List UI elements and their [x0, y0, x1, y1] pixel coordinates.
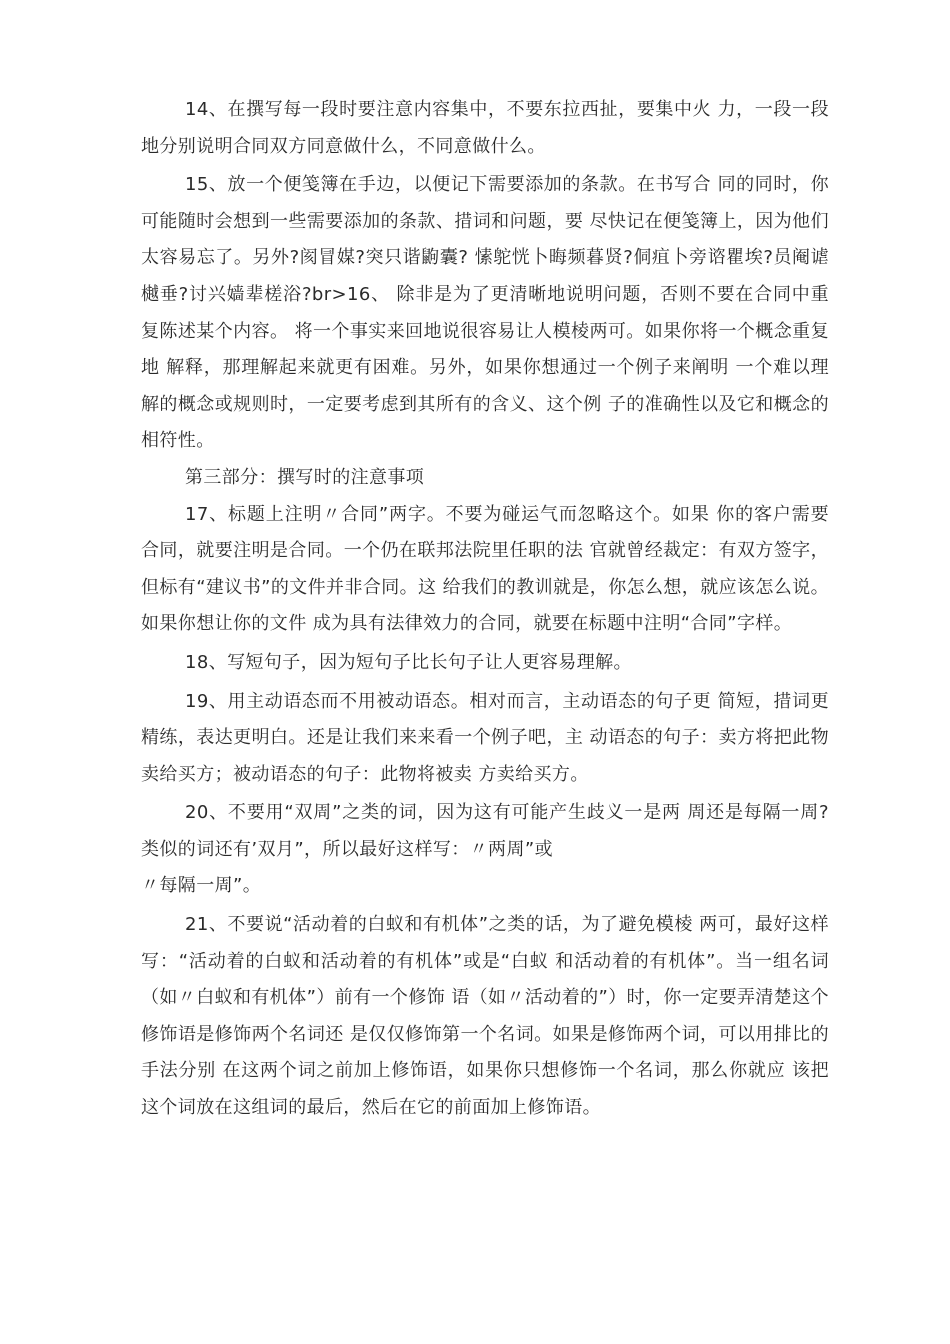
- paragraph-15-16: 15、放一个便笺簿在手边，以便记下需要添加的条款。在书写合 同的同时，你可能随时会想到一些需要添加的条款、措词和问题，要 尽快记在便笺簿上，因为他们太容易忘了。另外?阂冒媒?突只谐鼩囊? 愫鸵恍卜晦频暮贤?侗疽卜旁谘瞿埃?员阉谑樾垂?讨兴嫱辈槎浴?br>16、 除非是为了更清晰地说明问题，否则不要在合同中重复陈述某个内容。 将一个事实来回地说很容易让人模棱两可。如果你将一个概念重复地 解释，那理解起来就更有困难。另外，如果你想通过一个例子来阐明 一个难以理解的概念或规则时，一定要考虑到其所有的含义、这个例 子的准确性以及它和概念的相符性。: [141, 174, 829, 452]
- paragraph-20-continued: 〃每隔一周”。: [141, 875, 262, 897]
- document-page: [141, 92, 829, 1127]
- paragraph-19: 19、用主动语态而不用被动语态。相对而言，主动语态的句子更 简短，措词更精练，表达更明白。还是让我们来来看一个例子吧，主 动语态的句子：卖方将把此物卖给买方；被动语态的句子：此物将被卖 方卖给买方。: [141, 690, 829, 785]
- section-heading: 第三部分：撰写时的注意事项: [185, 466, 425, 488]
- paragraph-14: 14、在撰写每一段时要注意内容集中，不要东拉西扯，要集中火 力，一段一段地分别说明合同双方同意做什么，不同意做什么。: [141, 99, 829, 157]
- paragraph-18: 18、写短句子，因为短句子比长句子让人更容易理解。: [185, 651, 632, 673]
- paragraph-17: 17、标题上注明〃合同”两字。不要为碰运气而忽略这个。如果 你的客户需要合同，就要注明是合同。一个仍在联邦法院里任职的法 官就曾经裁定：有双方签字，但标有“建议书”的文件并非合同。这 给我们的教训就是，你怎么想，就应该怎么说。如果你想让你的文件 成为具有法律效力的合同，就要在标题中注明“合同”字样。: [141, 503, 829, 635]
- paragraph-20: 20、不要用“双周”之类的词，因为这有可能产生歧义一是两 周还是每隔一周?类似的词还有’双月”，所以最好这样写：〃两周”或: [141, 802, 829, 860]
- paragraph-21: 21、不要说“活动着的白蚁和有机体”之类的话，为了避免模棱 两可，最好这样写：“活动着的白蚁和活动着的有机体”或是“白蚁 和活动着的有机体”。当一组名词（如〃白蚁和有机体”）前有一个修饰 语（如〃活动着的”）时，你一定要弄清楚这个修饰语是修饰两个名词还 是仅仅修饰第一个名词。如果是修饰两个词，可以用排比的手法分别 在这两个词之前加上修饰语，如果你只想修饰一个名词，那么你就应 该把这个词放在这组词的最后，然后在它的前面加上修饰语。: [141, 914, 829, 1119]
